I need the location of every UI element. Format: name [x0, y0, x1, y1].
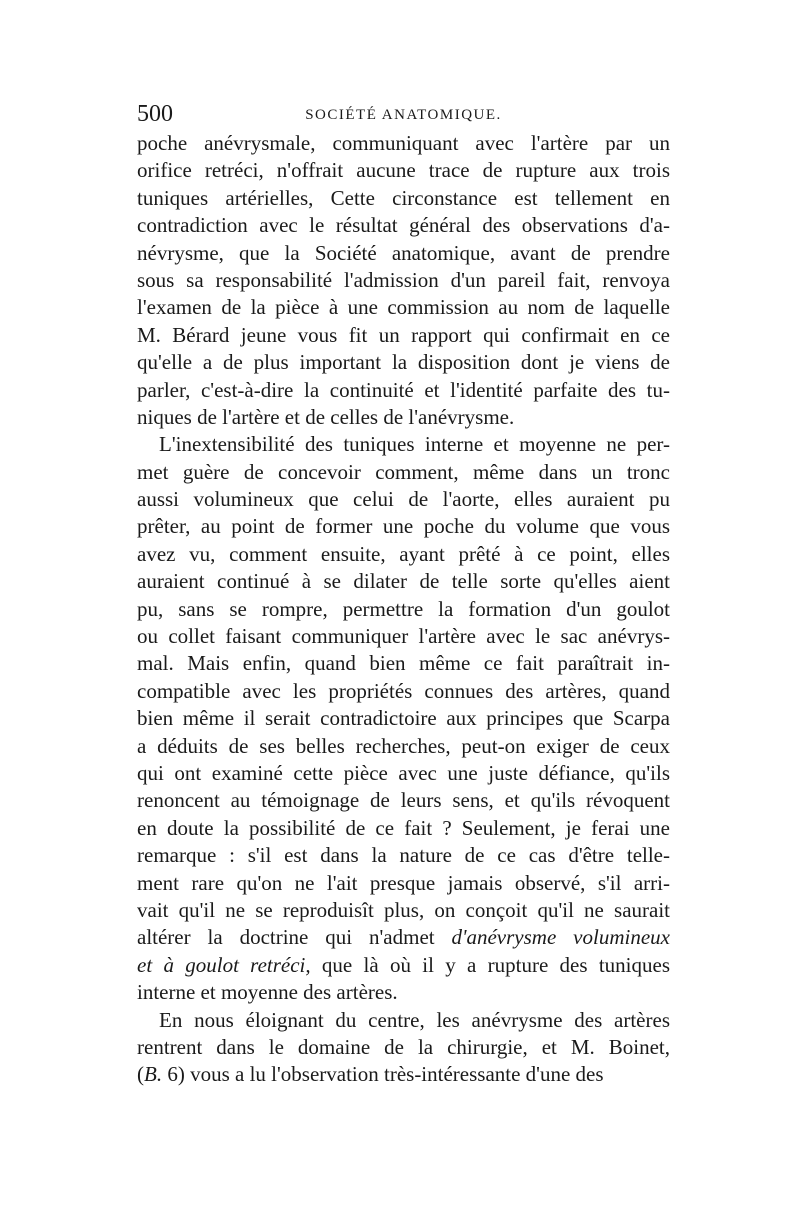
text-line: prêter, au point de former une poche du volume que vous — [137, 514, 670, 539]
paragraph-start-line: L'inextensibilité des tuniques interne et moyenne ne per- — [159, 432, 670, 457]
text-line: met guère de concevoir comment, même dans un tronc — [137, 459, 670, 484]
text-line: l'examen de la pièce à une commission au nom de laquelle — [137, 295, 670, 320]
text-line: (B. 6) vous a lu l'observation très-intéressante d'une des — [137, 1062, 604, 1087]
text-line: M. Bérard jeune vous fit un rapport qui confirmait en ce — [137, 322, 670, 347]
text-line: auraient continué à se dilater de telle sorte qu'elles aient — [137, 569, 670, 594]
text-line: vait qu'il ne se reproduisît plus, on conçoit qu'il ne saurait — [137, 897, 670, 922]
text-line: pu, sans se rompre, permettre la formation d'un goulot — [137, 596, 670, 621]
text-line: tuniques artérielles, Cette circonstance est tellement en — [137, 185, 670, 210]
text-line: et à goulot retréci, que là où il y a rupture des tuniques — [137, 952, 670, 977]
text-line: orifice retréci, n'offrait aucune trace de rupture aux trois — [137, 158, 670, 183]
italic-text: B. — [144, 1062, 163, 1087]
text-line: sous sa responsabilité l'admission d'un pareil fait, renvoya — [137, 267, 670, 292]
text-line: remarque : s'il est dans la nature de ce cas d'être telle- — [137, 843, 670, 868]
text-line: a déduits de ses belles recherches, peut-on exiger de ceux — [137, 733, 670, 758]
text-line: altérer la doctrine qui n'admet d'anévrysme volumineux — [137, 925, 670, 950]
text-line: mal. Mais enfin, quand bien même ce fait paraîtrait in- — [137, 651, 670, 676]
text-line: en doute la possibilité de ce fait ? Seulement, je ferai une — [137, 815, 670, 840]
text-line: avez vu, comment ensuite, ayant prêté à ce point, elles — [137, 541, 670, 566]
text-line: ment rare qu'on ne l'ait presque jamais observé, s'il arri- — [137, 870, 670, 895]
text-line: ou collet faisant communiquer l'artère avec le sac anévrys- — [137, 624, 670, 649]
text-line: bien même il serait contradictoire aux principes que Scarpa — [137, 706, 670, 731]
paragraph-end-line: niques de l'artère et de celles de l'anévrysme. — [137, 404, 515, 429]
text-line: compatible avec les propriétés connues des artères, quand — [137, 678, 670, 703]
text-line: poche anévrysmale, communiquant avec l'artère par un — [137, 131, 670, 155]
text-line: rentrent dans le domaine de la chirurgie, et M. Boinet, — [137, 1034, 670, 1059]
page-header — [137, 100, 670, 128]
text-line: névrysme, que la Société anatomique, avant de prendre — [137, 240, 670, 265]
text-line: qui ont examiné cette pièce avec une juste défiance, qu'ils — [137, 760, 670, 785]
text-line: contradiction avec le résultat général des observations d'a- — [137, 213, 670, 238]
body-text — [137, 130, 670, 1089]
italic-text: d'anévrysme volumineux — [451, 925, 670, 950]
text-line: renoncent au témoignage de leurs sens, et qu'ils révoquent — [137, 788, 670, 813]
text-line: aussi volumineux que celui de l'aorte, elles auraient pu — [137, 487, 670, 512]
paragraph-start-line: En nous éloignant du centre, les anévrysme des artères — [159, 1007, 670, 1032]
page-number: 500 — [137, 101, 173, 127]
text-line: parler, c'est-à-dire la continuité et l'identité parfaite des tu- — [137, 377, 670, 402]
paragraph-end-line: interne et moyenne des artères. — [137, 980, 398, 1005]
italic-text: et à goulot retréci, — [137, 952, 311, 977]
text-line: qu'elle a de plus important la disposition dont je viens de — [137, 350, 670, 375]
running-title: SOCIÉTÉ ANATOMIQUE. — [305, 107, 502, 123]
